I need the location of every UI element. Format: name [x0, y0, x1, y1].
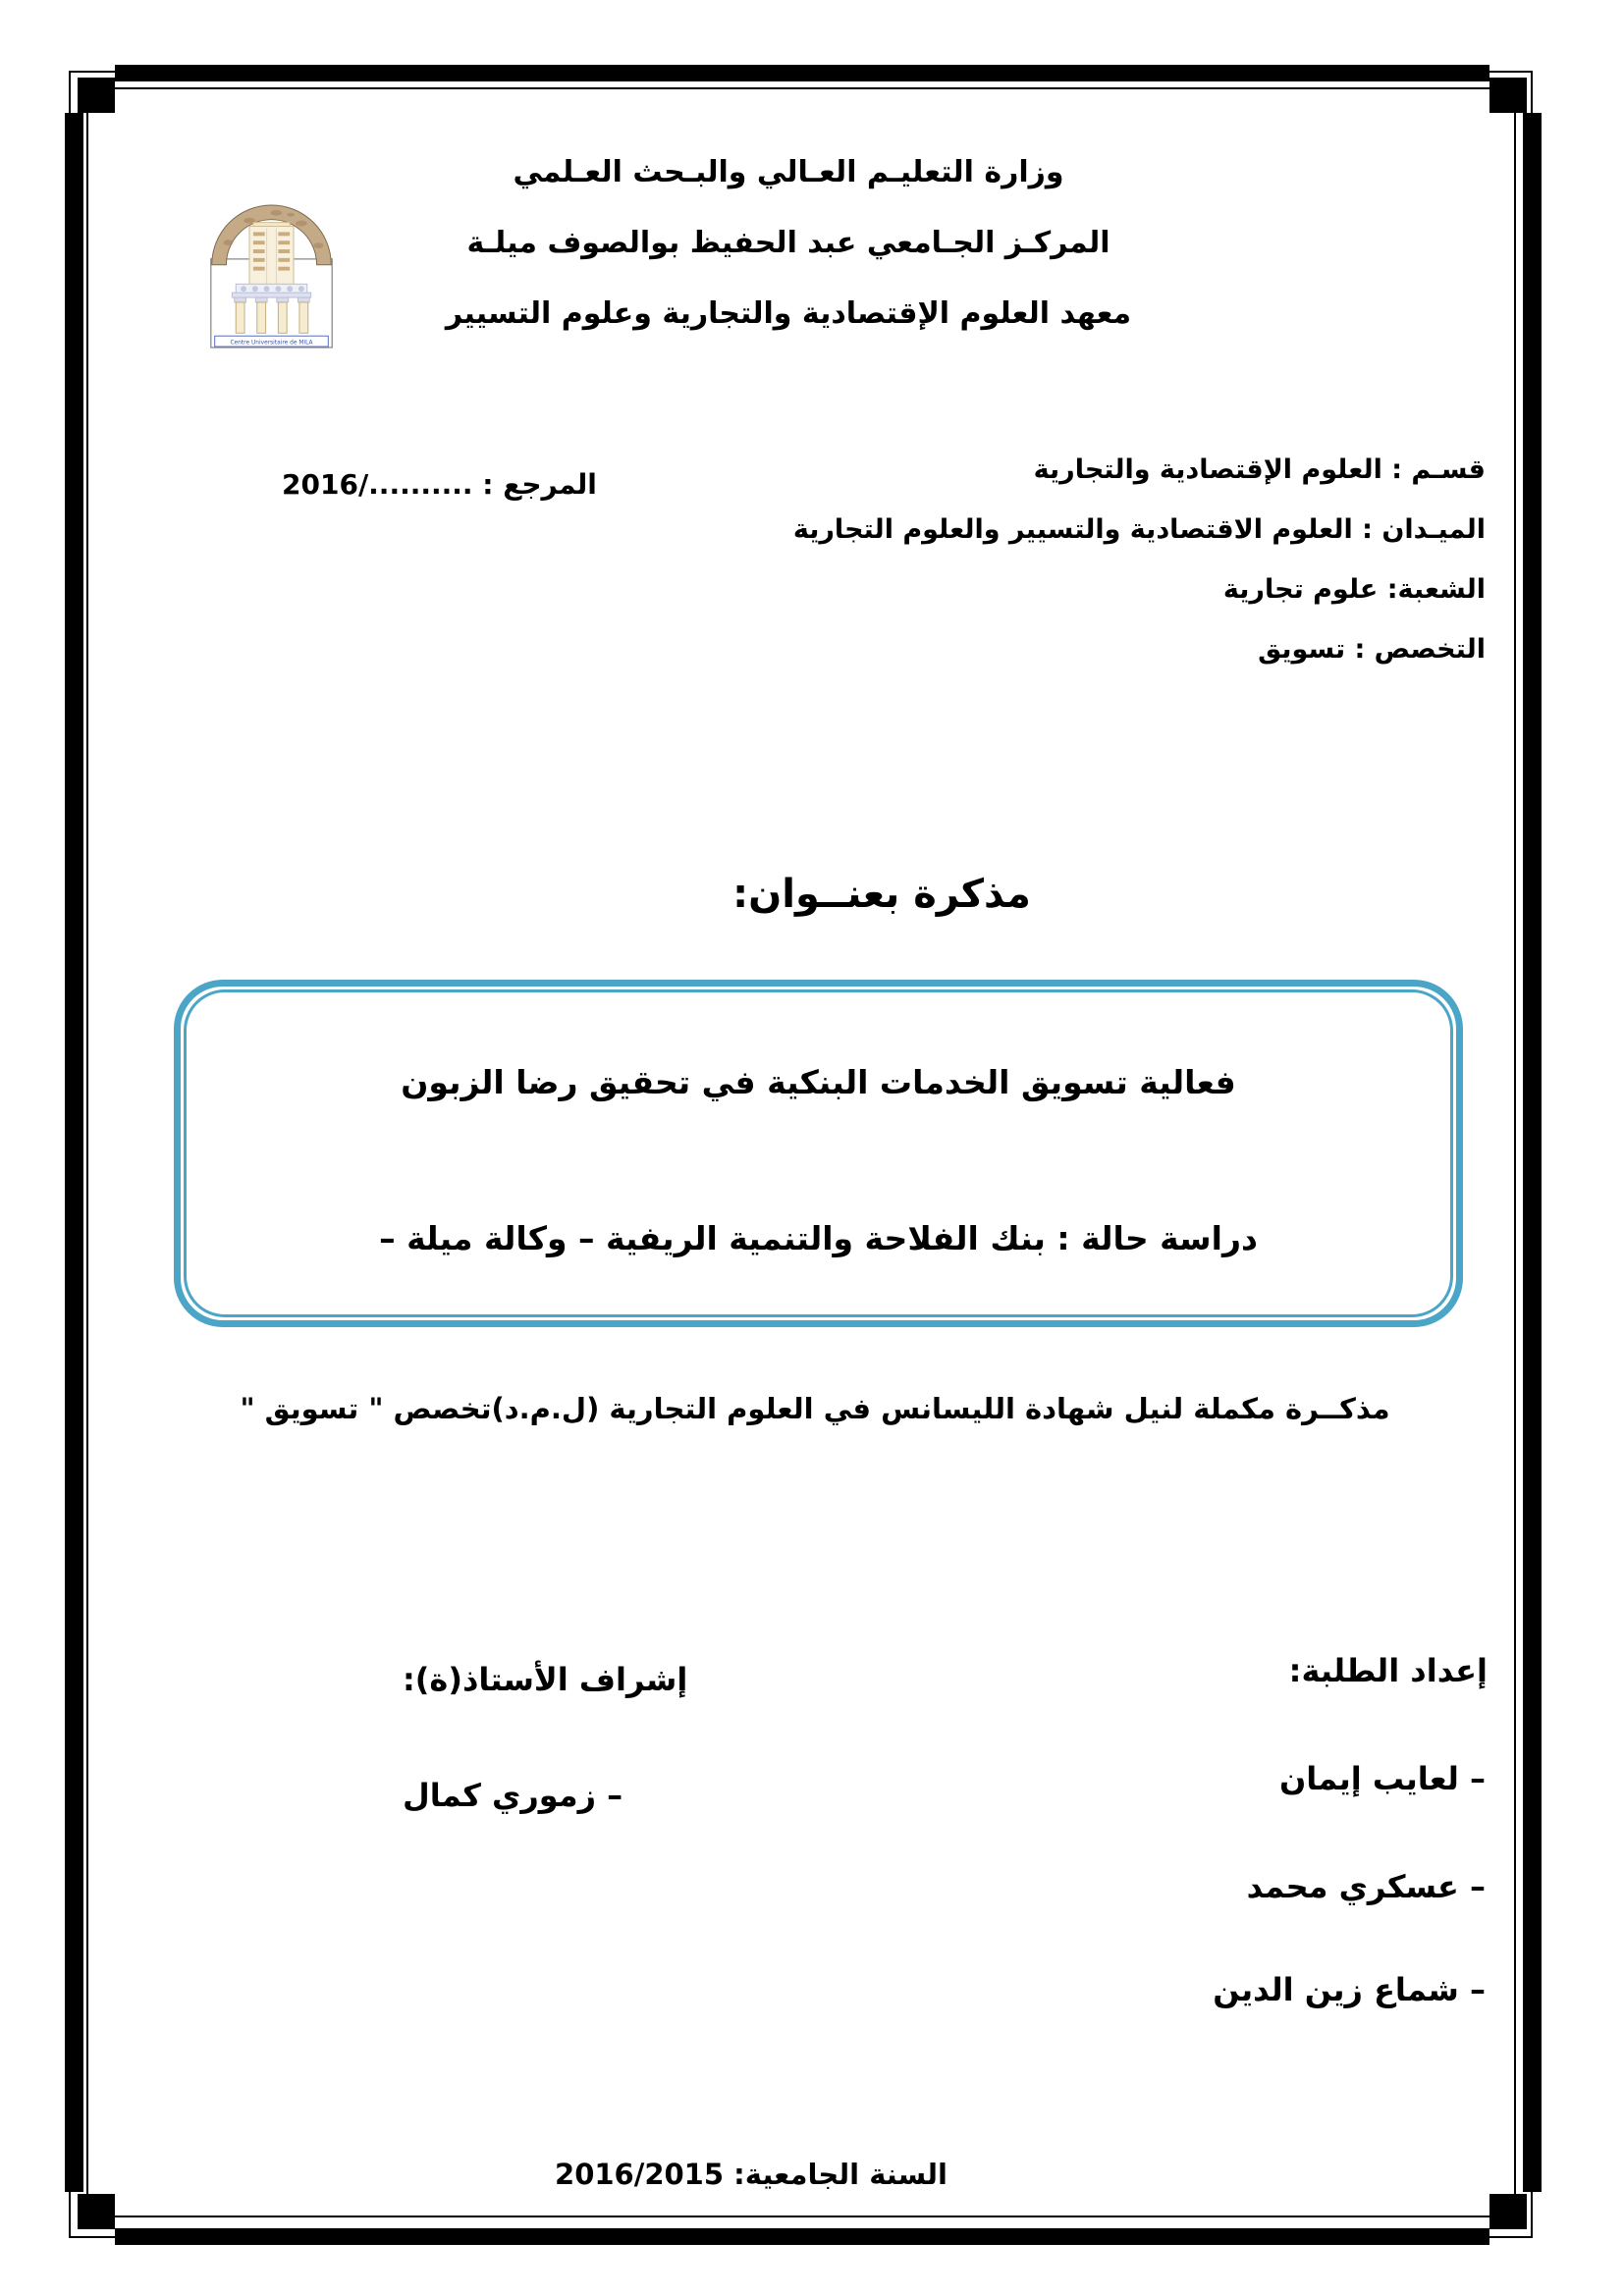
title-box-inner-border [184, 989, 1453, 1317]
memo-title-heading: مذكرة بعنــوان: [732, 872, 1031, 917]
header-line-institute: معهد العلوم الإقتصادية والتجارية وعلوم التسيير [445, 296, 1132, 331]
supervisor-heading: إشراف الأستاذ(ة): [403, 1661, 688, 1698]
logo-caption: Centre Universitaire de MILA [230, 340, 313, 347]
header-line-ministry: وزارة التعليـم العـالي والبـحث العـلمي [513, 155, 1064, 189]
ministry-header [293, 137, 1284, 349]
header-line-university: المركـز الجـامعي عبد الحفيظ بوالصوف ميلـة [466, 226, 1110, 260]
reference-number: المرجع : ........../2016 [282, 468, 597, 501]
case-study-subtitle: دراسة حالة : بنك الفلاحة والتنمية الريفية – وكالة ميلة – [379, 1219, 1258, 1257]
department-info [793, 440, 1486, 679]
field-line: الميـدان : العلوم الاقتصادية والتسيير والعلوم التجارية [792, 514, 1486, 545]
department-line: قسـم : العلوم الإقتصادية والتجارية [1033, 454, 1486, 485]
student-name-2: – عسكري محمد [1246, 1868, 1486, 1905]
thesis-title: فعالية تسويق الخدمات البنكية في تحقيق رضا الزبون [401, 1063, 1236, 1101]
student-name-1: – لعايب إيمان [1278, 1760, 1486, 1797]
branch-line: الشعبة: علوم تجارية [1222, 574, 1486, 605]
title-box [174, 980, 1463, 1327]
student-name-3: – شماع زين الدين [1213, 1971, 1486, 2008]
academic-year: السنة الجامعية: 2016/2015 [555, 2158, 947, 2191]
supervisor-name: – زموري كمال [403, 1777, 623, 1814]
students-heading: إعداد الطلبة: [1288, 1652, 1488, 1689]
logo-building-icon [249, 223, 294, 287]
speciality-line: التخصص : تسويق [1258, 634, 1486, 665]
degree-note: مذكــرة مكملة لنيل شهادة الليسانس في العلوم التجارية (ل.م.د)تخصص " تسويق " [240, 1392, 1390, 1425]
